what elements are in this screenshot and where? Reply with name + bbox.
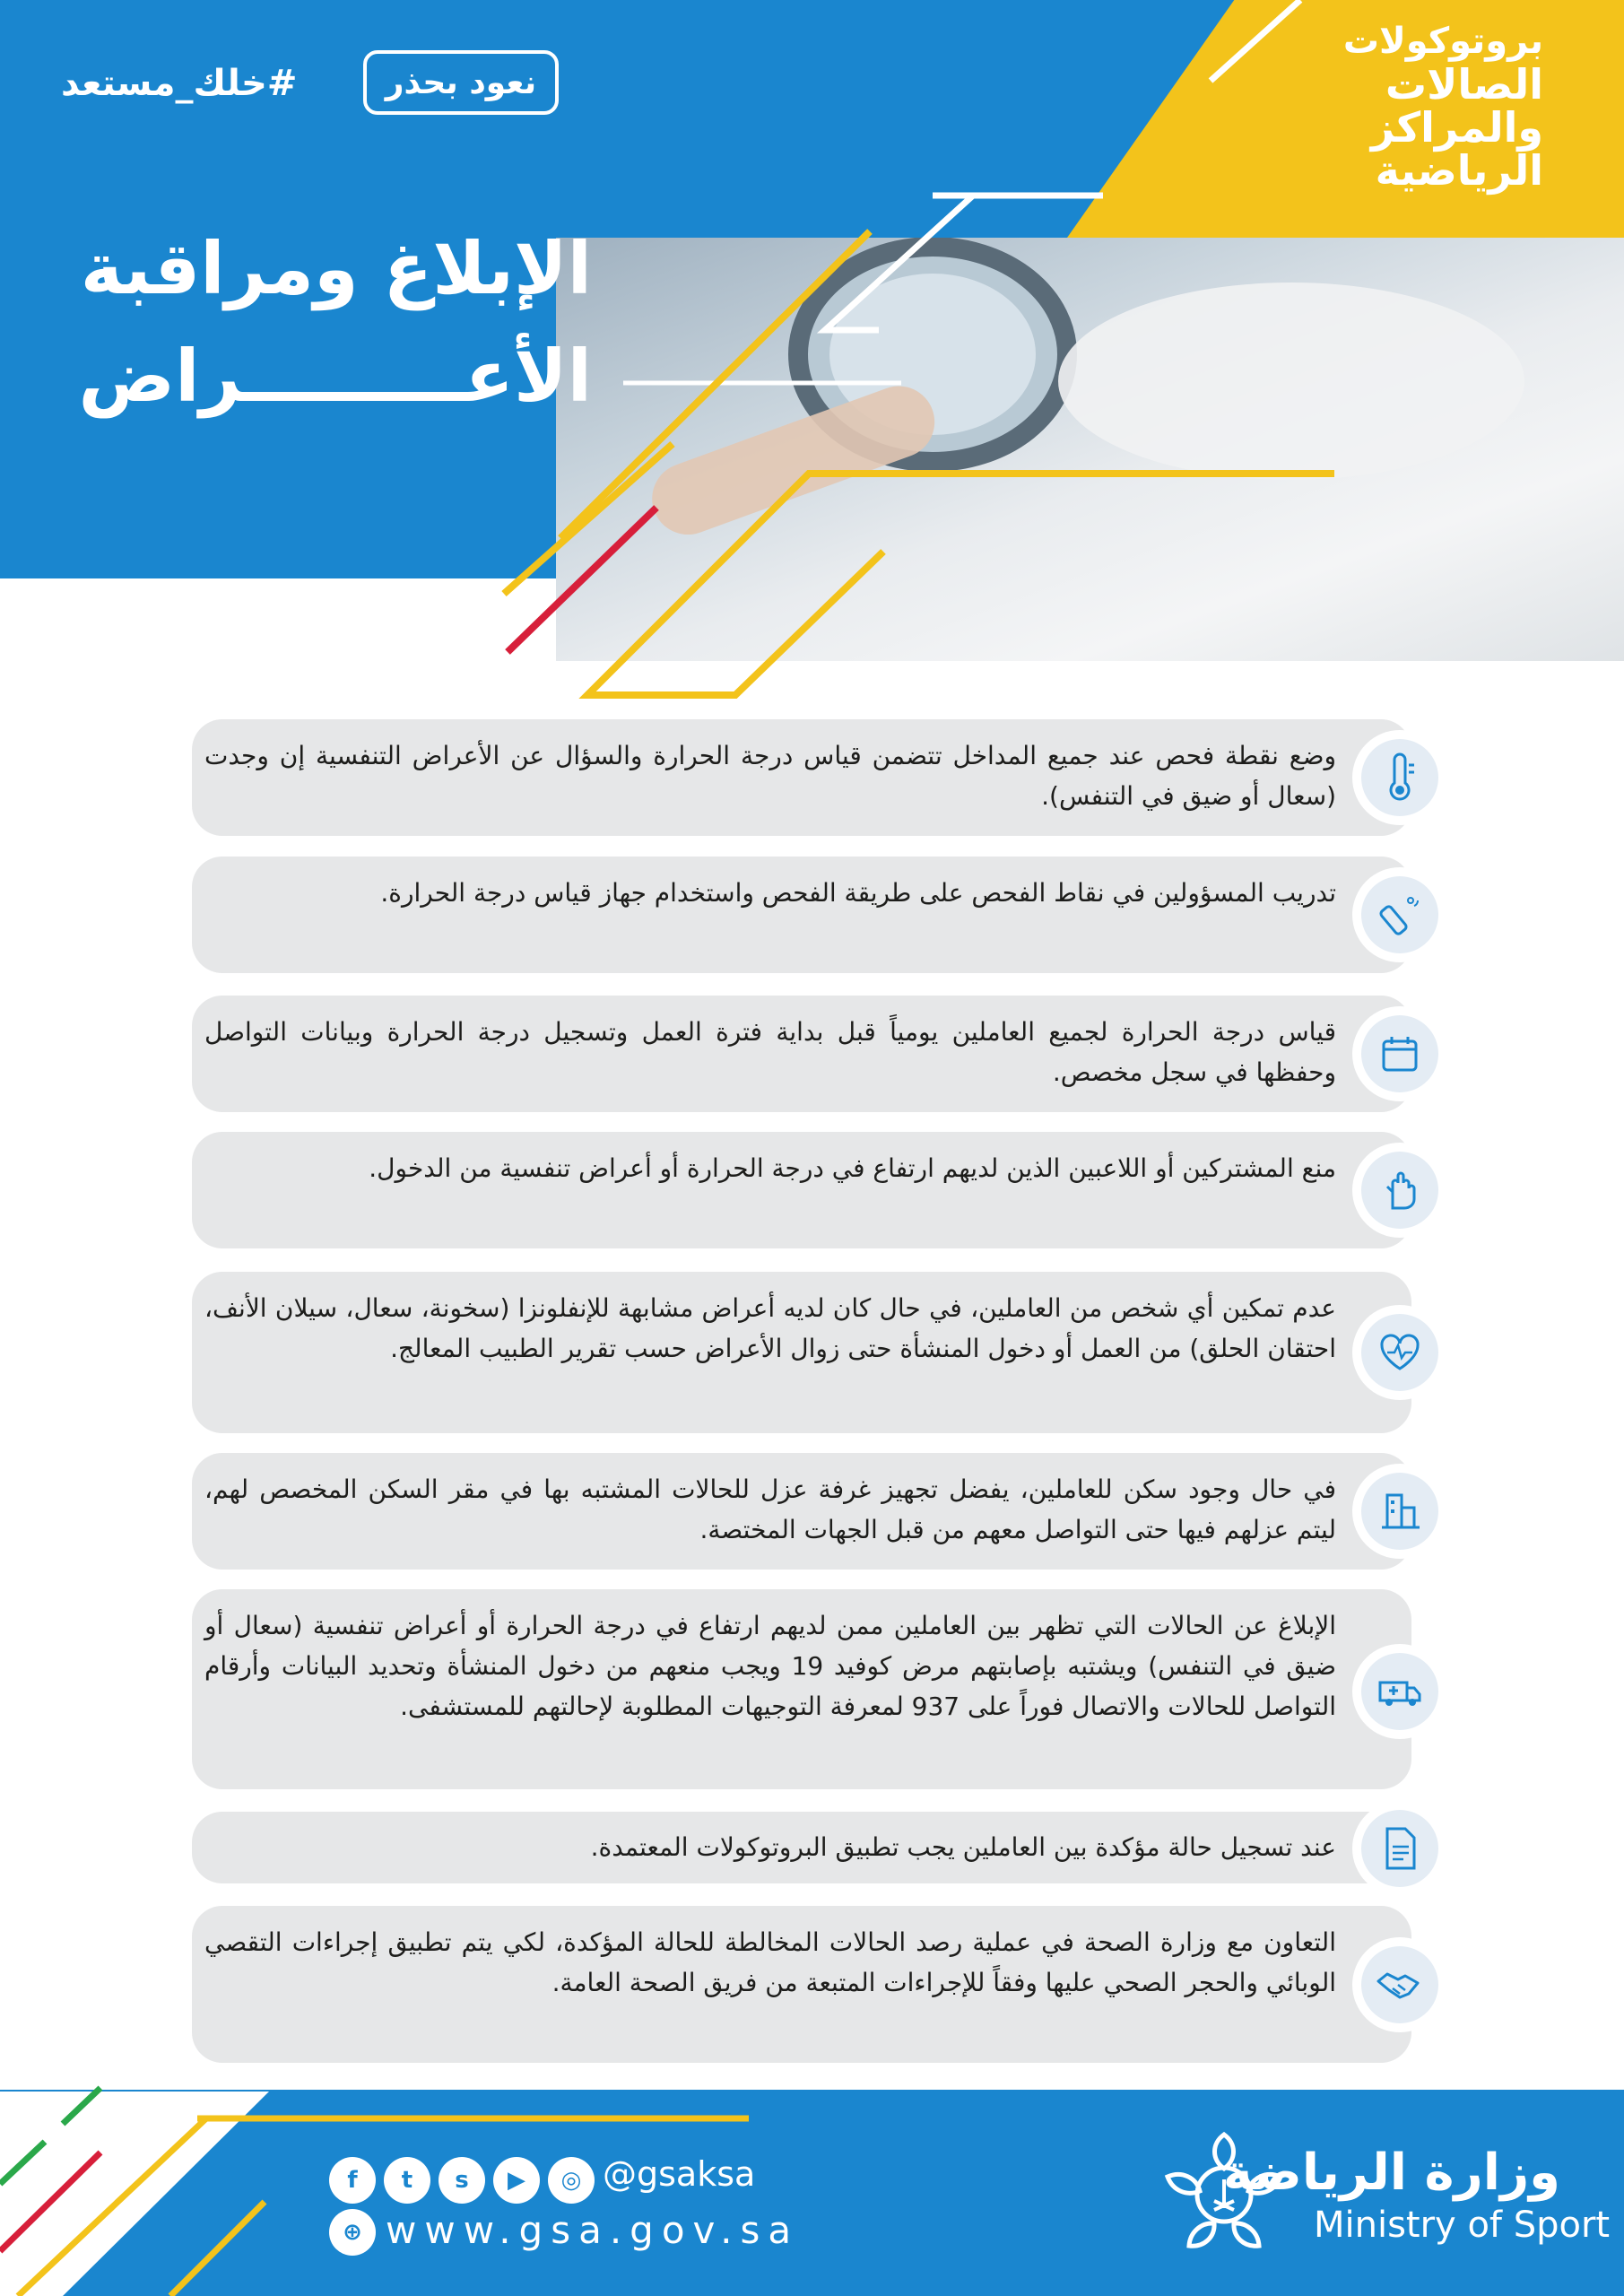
- item-text: منع المشتركين أو اللاعبين الذين لديهم ارتفاع في درجة الحرارة أو أعراض تنفسية من الدخول.: [369, 1153, 1336, 1183]
- heart-pulse-icon: [1375, 1327, 1425, 1378]
- item-icon-badge: [1352, 1644, 1447, 1739]
- item-icon-badge: [1352, 730, 1447, 825]
- item-text: وضع نقطة فحص عند جميع المداخل تتضمن قياس درجة الحرارة والسؤال عن الأعراض التنفسية إن وجدت (سعال أو ضيق في التنفس).: [204, 741, 1336, 811]
- item-text: في حال وجود سكن للعاملين، يفضل تجهيز غرفة عزل للحالات المشتبه بها في مقر السكن المخصص لهم، ليتم عزلهم فيها حتى التواصل معهم من قبل الجهات المختصة.: [204, 1474, 1336, 1544]
- item-text: عدم تمكين أي شخص من العاملين، في حال كان لديه أعراض مشابهة للإنفلونزا (سخونة، سعال، سيلان الأنف، احتقان الحلق) من العمل أو دخول المنشأة حتى زوال الأعراض حسب تقرير الطبيب المعالج.: [204, 1293, 1336, 1363]
- snapchat-icon[interactable]: s: [439, 2157, 485, 2204]
- document-icon: [1375, 1823, 1425, 1874]
- hand-stop-icon: [1375, 1165, 1425, 1215]
- globe-icon: ⊕: [329, 2209, 376, 2256]
- item-icon-badge: [1352, 1305, 1447, 1400]
- handshake-icon: [1375, 1960, 1425, 2010]
- protocol-title-line: بروتوكولات: [1342, 21, 1543, 62]
- twitter-icon[interactable]: t: [384, 2157, 430, 2204]
- page-title-line: الأعـــــــــراض: [78, 335, 592, 418]
- item-icon-badge: [1352, 1937, 1447, 2032]
- item-icon-badge: [1352, 1464, 1447, 1559]
- item-text: تدريب المسؤولين في نقاط الفحص على طريقة الفحص واستخدام جهاز قياس درجة الحرارة.: [380, 878, 1336, 908]
- item-text: التعاون مع وزارة الصحة في عملية رصد الحالات المخالطة للحالة المؤكدة، لكي يتم تطبيق إجراءات التقصي الوبائي والحجر الصحي عليها وفقاً للإجراءات المتبعة من فريق الصحة العامة.: [204, 1927, 1336, 1997]
- protocol-title-line: والمراكز: [1370, 103, 1543, 152]
- item-icon-badge: [1352, 1006, 1447, 1101]
- protocol-title-line: الصالات: [1385, 60, 1543, 109]
- instagram-icon[interactable]: ◎: [548, 2157, 595, 2204]
- website-link[interactable]: www.gsa.gov.sa: [386, 2208, 800, 2252]
- item-icon-badge: [1352, 1801, 1447, 1896]
- protocol-title-line: الرياضية: [1375, 146, 1543, 195]
- item-text: عند تسجيل حالة مؤكدة بين العاملين يجب تطبيق البروتوكولات المعتمدة.: [590, 1832, 1336, 1862]
- item-text: الإبلاغ عن الحالات التي تظهر بين العاملين ممن لديهم ارتفاع في درجة الحرارة أو أعراض تنفسية (سعال أو ضيق في التنفس) ويشتبه بإصابتهم مرض كوفيد 19 ويجب منعهم من دخول المنشأة وتحديد البيانات وأرقام التواصل للحالات والاتصال فوراً على 937 لمعرفة التوجيهات المطلوبة لإحالتهم للمستشفى.: [204, 1611, 1336, 1721]
- thermometer-device-icon: [1375, 890, 1425, 940]
- item-icon-badge: [1352, 867, 1447, 962]
- ministry-name-english: Ministry of Sport: [1314, 2205, 1611, 2246]
- thermometer-icon: [1375, 752, 1425, 803]
- page-title-line: الإبلاغ ومراقبة: [80, 227, 592, 310]
- facebook-icon[interactable]: f: [329, 2157, 376, 2204]
- item-text: قياس درجة الحرارة لجميع العاملين يومياً قبل بداية فترة العمل وتسجيل درجة الحرارة وبيانات التواصل وحفظها في سجل مخصص.: [204, 1017, 1336, 1087]
- youtube-icon[interactable]: ▶: [493, 2157, 540, 2204]
- building-icon: [1375, 1486, 1425, 1536]
- hashtag: #خلك_مستعد: [61, 63, 298, 104]
- page-title: [36, 215, 592, 430]
- ministry-name-arabic: وزارة الرياضة: [1222, 2144, 1560, 2202]
- social-handle[interactable]: @gsaksa: [603, 2154, 756, 2194]
- ambulance-icon: [1375, 1666, 1425, 1717]
- return-cautiously-badge: نعود بحذر: [363, 50, 559, 115]
- item-icon-badge: [1352, 1143, 1447, 1238]
- calendar-icon: [1375, 1029, 1425, 1079]
- protocol-title: [1274, 20, 1543, 195]
